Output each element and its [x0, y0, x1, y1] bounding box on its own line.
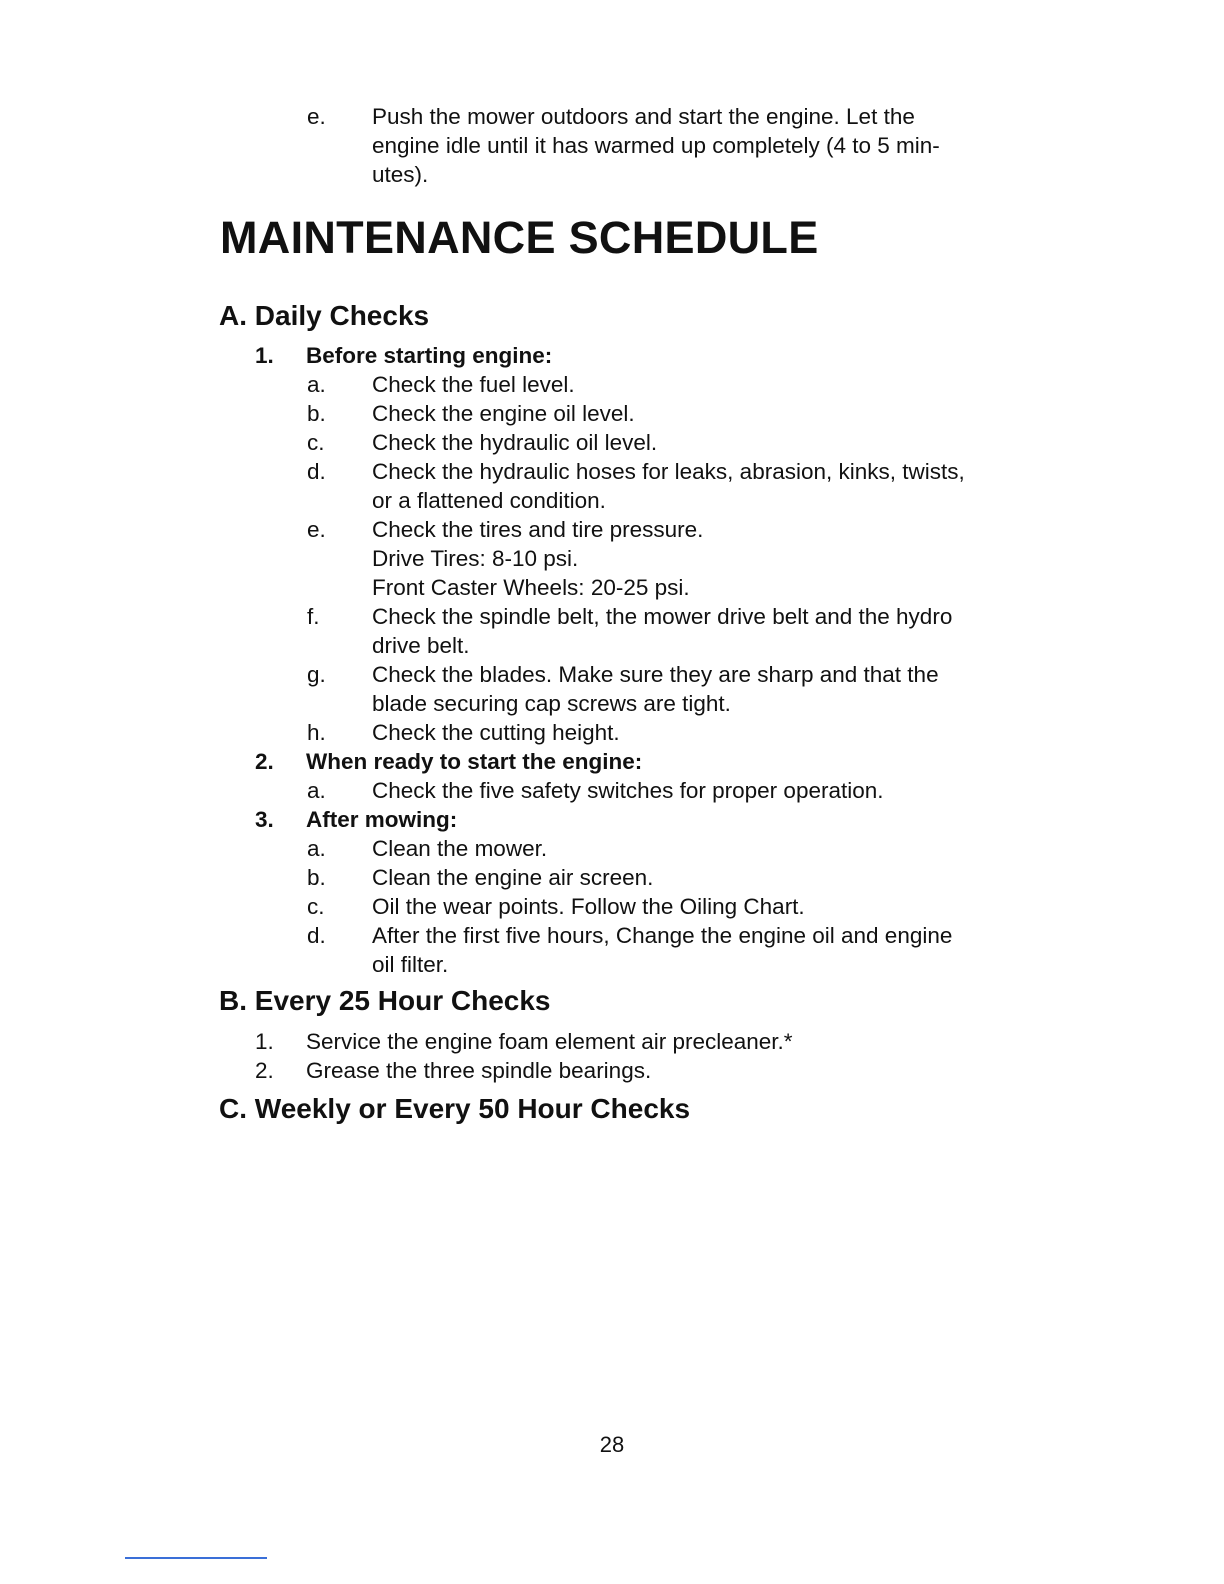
b-item-text: Service the engine foam element air precleaner.* [306, 1029, 793, 1054]
group-label: After mowing: [306, 807, 458, 832]
section-a-heading: A. Daily Checks [219, 300, 430, 331]
b-item-number: 2. [255, 1058, 274, 1083]
intro-step-letter: e. [307, 104, 326, 129]
page-title: MAINTENANCE SCHEDULE [220, 212, 819, 263]
item-letter: e. [307, 517, 326, 542]
item-line: Check the spindle belt, the mower drive belt and the hydro [372, 604, 953, 629]
item-line: blade securing cap screws are tight. [372, 691, 731, 716]
item-line: Check the cutting height. [372, 720, 620, 745]
intro-step-text [372, 102, 1012, 189]
item-letter: h. [307, 720, 326, 745]
item-line: Front Caster Wheels: 20-25 psi. [372, 575, 690, 600]
item-line: drive belt. [372, 633, 470, 658]
item-letter: a. [307, 836, 326, 861]
item-line: Check the hydraulic oil level. [372, 430, 658, 455]
item-line: Check the engine oil level. [372, 401, 635, 426]
section-c-heading: C. Weekly or Every 50 Hour Checks [219, 1093, 691, 1124]
item-text [372, 399, 1012, 428]
item-line: Check the tires and tire pressure. [372, 517, 704, 542]
item-text [372, 428, 1012, 457]
item-line: Oil the wear points. Follow the Oiling Chart. [372, 894, 805, 919]
item-letter: g. [307, 662, 326, 687]
item-letter: c. [307, 430, 325, 455]
group-number: 2. [255, 749, 274, 774]
item-letter: a. [307, 372, 326, 397]
footer-rule [125, 1557, 267, 1559]
item-text [372, 660, 1012, 718]
group-label: Before starting engine: [306, 343, 553, 368]
intro-line: engine idle until it has warmed up completely (4 to 5 min- [372, 133, 940, 158]
item-letter: d. [307, 459, 326, 484]
page-number: 28 [599, 1432, 625, 1457]
intro-line: Push the mower outdoors and start the engine. Let the [372, 104, 915, 129]
item-letter: b. [307, 401, 326, 426]
intro-line: utes). [372, 162, 429, 187]
item-text [372, 457, 1012, 515]
item-text [372, 892, 1012, 921]
item-line: Check the five safety switches for proper operation. [372, 778, 884, 803]
item-line: or a flattened condition. [372, 488, 606, 513]
item-text [372, 718, 1012, 747]
item-text [372, 776, 1012, 805]
item-line: Clean the engine air screen. [372, 865, 654, 890]
item-text [372, 921, 1012, 979]
item-line: Drive Tires: 8-10 psi. [372, 546, 579, 571]
item-text [372, 602, 1012, 660]
item-line: Check the hydraulic hoses for leaks, abrasion, kinks, twists, [372, 459, 965, 484]
item-line: After the first five hours, Change the engine oil and engine [372, 923, 953, 948]
item-line: Check the fuel level. [372, 372, 575, 397]
item-letter: a. [307, 778, 326, 803]
item-letter: b. [307, 865, 326, 890]
item-letter: f. [307, 604, 320, 629]
item-text [372, 515, 1012, 602]
section-b-heading: B. Every 25 Hour Checks [219, 985, 551, 1016]
item-line: oil filter. [372, 952, 449, 977]
b-item-text: Grease the three spindle bearings. [306, 1058, 652, 1083]
item-letter: c. [307, 894, 325, 919]
item-letter: d. [307, 923, 326, 948]
group-number: 1. [255, 343, 274, 368]
item-line: Check the blades. Make sure they are sharp and that the [372, 662, 939, 687]
group-number: 3. [255, 807, 274, 832]
item-line: Clean the mower. [372, 836, 548, 861]
item-text [372, 370, 1012, 399]
b-item-number: 1. [255, 1029, 274, 1054]
item-text [372, 863, 1012, 892]
group-label: When ready to start the engine: [306, 749, 643, 774]
item-text [372, 834, 1012, 863]
